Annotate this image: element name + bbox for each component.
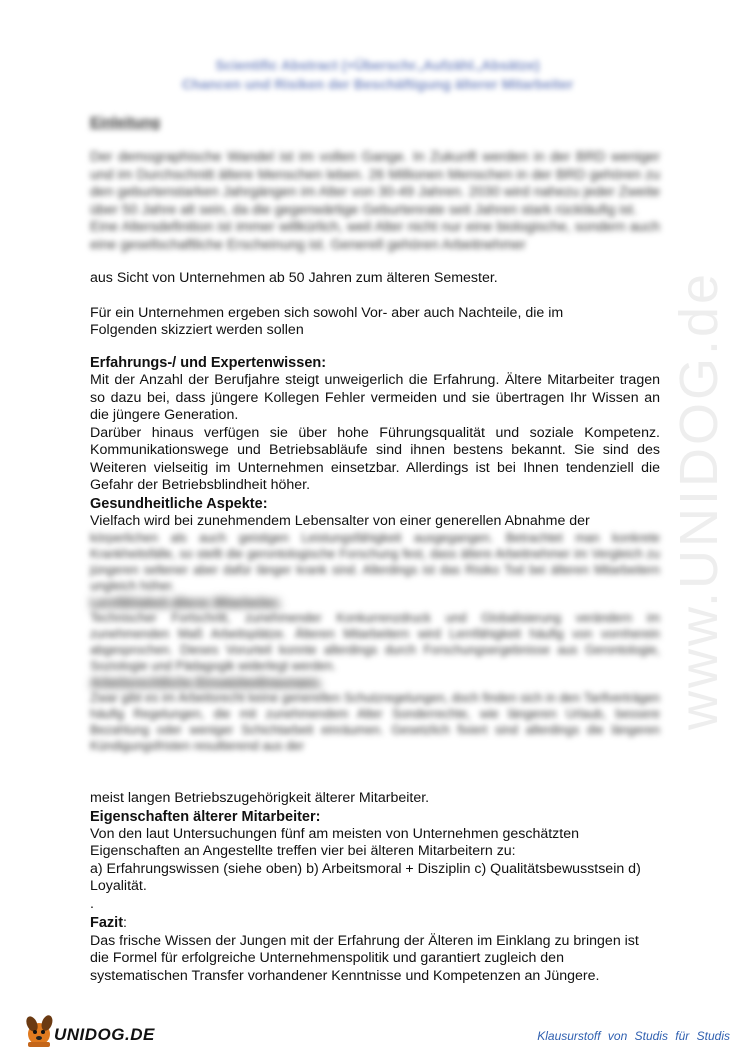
labor-law-paragraph: Zwar gibt es im Arbeitsrecht keine generellen Schutzregelungen, doch finden sich in den Tarifverträgen häufig Regelungen, die mit zunehmendem Alter Sonderrechte, wie längeren Urlaub, bessere Bezahlung oder weniger Schichtarbeit einräumen. Gesetzlich fixiert sind allerdings die längeren Kündigungsfristen resultierend aus der: [90, 691, 660, 753]
title-line-2: Chancen und Risiken der Beschäftigung älterer Mitarbeiter: [181, 76, 574, 92]
logo-text: UNIDOG.DE: [54, 1025, 155, 1044]
unidog-logo: [22, 1010, 162, 1050]
intro-paragraph-end: aus Sicht von Unternehmen ab 50 Jahren zum älteren Semester.: [90, 270, 498, 286]
intro-continued: [90, 270, 660, 340]
fazit-paragraph: Das frische Wissen der Jungen mit der Erfahrung der Älteren im Einklang zu bringen ist die Formel für erfolgreiche Unternehmenspolitik und garantiert zugleich den systematischen Transfer vorhandener Kenntnisse und Kompetenzen an Jüngere.: [90, 932, 639, 984]
labor-law-paragraph-end: meist langen Betriebszugehörigkeit älterer Mitarbeiter.: [90, 790, 430, 806]
separator-dot: .: [90, 895, 94, 912]
properties-heading: Eigenschaften älterer Mitarbeiter:: [90, 808, 321, 825]
properties-paragraph-1: Von den laut Untersuchungen fünf am meisten von Unternehmen geschätzten Eigenschaften an Angestellte treffen vier bei älteren Mitarbeitern zu:: [90, 825, 579, 859]
intro-paragraph-1: Der demographische Wandel ist im vollen Gange. In Zukunft werden in der BRD weniger und im Durchschnitt ältere Menschen leben. 26 Millionen Menschen in der BRD gehören zu den geburtenstarken Jahrgängen im Alter von 30-49 Jahren. 2030 wird nahezu jeder Zweite über 50 Jahre alt sein, da die gegenwärtige Geburtenrate seit Jahren stark rückläufig ist.: [90, 148, 660, 217]
intro-paragraph-2: Eine Altersdefinition ist immer willkürlich, weil Alter nicht nur eine biologische, sondern auch eine gesellschaftliche Erscheinung ist. Generell gehören Arbeitnehmer: [90, 218, 660, 252]
title-line-1: Scientific Abstract (+Überschr.,Aufzähl.,Absätze): [215, 57, 540, 73]
health-paragraph-visible: Vielfach wird bei zunehmendem Lebensalter von einer generellen Abnahme der: [90, 512, 590, 529]
watermark: www.UNIDOG.de: [669, 270, 729, 730]
health-paragraph-blurred: körperlichen als auch geistigen Leistungsfähigkeit ausgegangen. Betrachtet man konkrete Krankheitsfälle, so stellt die gerontologische Forschung fest, dass ältere Arbeitnehmer im Vergleich zu jüngeren seltener aber dafür länger krank sind. Allerdings ist das Risiko Tod bei älteren Mitarbeitern ungleich höher.: [90, 531, 660, 593]
labor-law-heading: Arbeitsrechtliche Einsatzbedingungen:: [90, 675, 322, 689]
experience-section: [90, 354, 660, 530]
experience-heading: Erfahrungs-/ und Expertenwissen:: [90, 355, 327, 371]
closing-section: [90, 790, 660, 985]
health-heading: Gesundheitliche Aspekte:: [90, 495, 268, 512]
intro-paragraph-3: Für ein Unternehmen ergeben sich sowohl Vor- aber auch Nachteile, die im Folgenden skizziert werden sollen: [90, 304, 564, 338]
properties-paragraph-2: a) Erfahrungswissen (siehe oben) b) Arbeitsmoral + Disziplin c) Qualitätsbewusstsein d) Loyalität.: [90, 860, 641, 894]
intro-heading: Einleitung: [90, 115, 161, 131]
experience-paragraph-2: Darüber hinaus verfügen sie über hohe Führungsqualität und soziale Kompetenz. Kommunikationswege und Betriebsabläufe sind ihnen bestens bekannt. Sie sind des Weiteren vielseitig im Unternehmen einsetzbar. Allerdings ist bei Ihnen tendenziell die Gefahr der Betriebsblindheit höher.: [90, 424, 660, 493]
experience-paragraph-1: Mit der Anzahl der Berufjahre steigt unweigerlich die Erfahrung. Ältere Mitarbeiter tragen so dazu bei, dass jüngere Kollegen Fehler vermeiden und sie übertragen Ihr Wissen an die jüngere Generation.: [90, 372, 660, 423]
blurred-section: [90, 530, 660, 754]
footer-tagline: Klausurstoff von Studis für Studis: [537, 1029, 730, 1043]
learning-heading: Lernfähigkeit älterer Mitarbeiter:: [90, 595, 282, 609]
fazit-colon: :: [123, 915, 127, 931]
intro-section: [90, 114, 660, 252]
learning-paragraph: Technischer Fortschritt, zunehmender Konkurrenzdruck und Globalisierung verändern im zunehmenden Maß Arbeitsplätze. Älteren Mitarbeitern wird Lernfähigkeit häufig von vornherein abgesprochen. Dieses Vorurteil konnte allerdings durch Forschungsergebnisse aus Gerontologie, Soziologie und Pädagogik widerlegt werden.: [90, 611, 660, 673]
fazit-heading: Fazit: [90, 915, 124, 931]
document-title: [90, 56, 665, 94]
